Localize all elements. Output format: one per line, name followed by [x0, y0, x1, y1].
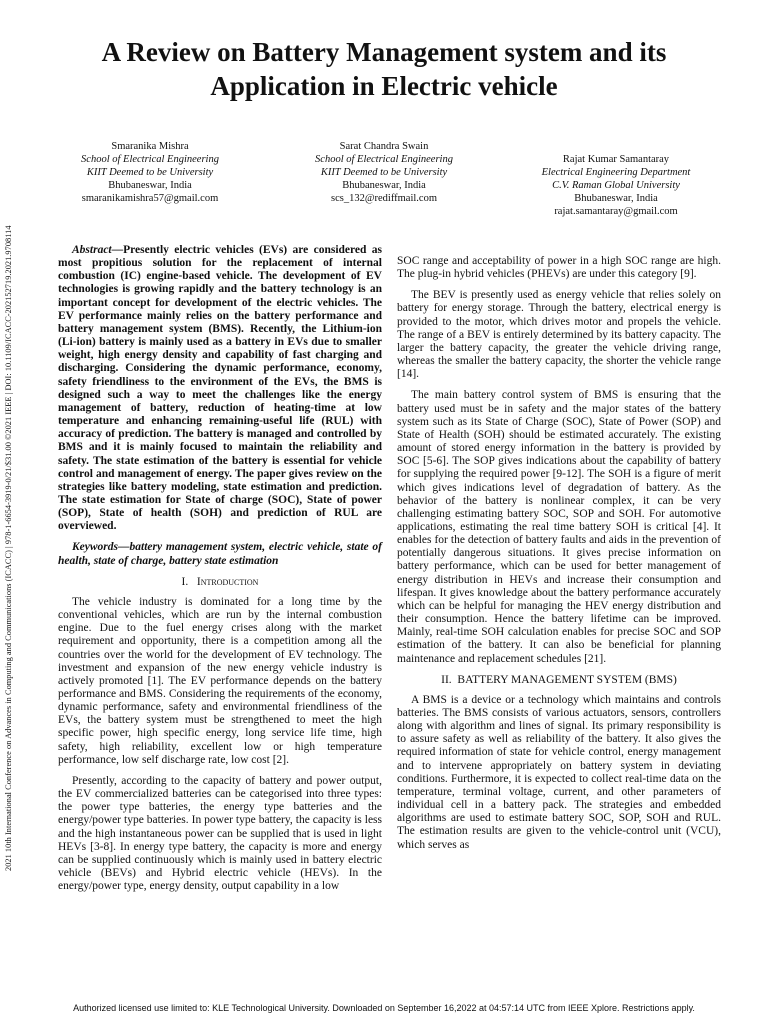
- author-institution: KIIT Deemed to be University: [86, 167, 214, 178]
- author-block-2: [284, 140, 484, 205]
- section-2-title: BATTERY MANAGEMENT SYSTEM (BMS): [457, 673, 677, 686]
- right-paragraph-1: SOC range and acceptability of power in a high SOC range are high. The plug-in hybrid vehicles (PHEVs) are under this category [9].: [397, 255, 721, 281]
- author-department: School of Electrical Engineering: [315, 154, 453, 165]
- section-1-heading: [58, 576, 382, 589]
- author-department: School of Electrical Engineering: [81, 154, 219, 165]
- section-2-heading: [397, 674, 721, 687]
- section-1-number: I.: [181, 575, 189, 588]
- author-block-1: [50, 140, 250, 205]
- doi-sidebar-text: 2021 10th International Conference on Advances in Computing and Communications (ICACC) | 978-1-6654-3919-0/21/$31.00 ©2021 IEEE | DOI: 10.1109/ICACC-202152719.2021.9708114: [4, 225, 13, 871]
- keywords-text: —battery management system, electric vehicle, state of health, state of charge, battery state estimation: [58, 541, 382, 567]
- author-name: Sarat Chandra Swain: [339, 141, 429, 152]
- right-paragraph-3: The main battery control system of BMS is ensuring that the battery used must be in safety and the major states of the battery system such as its State of Charge (SOC), State of Power (SOP) and State of Health (SOH) should be estimated accurately. The existing amount of stored energy information in the battery is provided by SOC [5-6]. The SOP gives indications about the capability of battery for supplying the required power [9-12]. The SOH is a figure of merit which gives indications level of degradation of battery. As the behavior of the battery is nonlinear complex, it can be very challenging estimating battery SOC, SOP and SOH. For automotive applications, estimating the real time battery SOH is critical [4]. It enables for the detection of battery faults and aids in the prevention of potentially dangerous situations. It gives precise information on battery performance, which can be used for better management of energy distribution in HEVs and increase their consumption and lifespan. It gives knowledge about the battery performance accurately which can be helpful for managing the HEV energy distribution and their consumption. Hence the battery lifetime can be improved. Mainly, real-time SOH calculation enables for precise SOC and SOP estimation of the battery. It can also be beneficial for planning maintenance and replacement schedules [21].: [397, 389, 721, 665]
- author-institution: KIIT Deemed to be University: [320, 167, 448, 178]
- intro-paragraph-2: Presently, according to the capacity of battery and power output, the EV commercialized batteries can be categorised into three types: the power type batteries, the energy type batteries and the energy/power type batteries. In power type battery, the capacity is less and the high instantaneous power can be supplied that is used in light HEVs [3-8]. In energy type battery, the capacity is more and energy can be supplied continuously which is mainly used in battery electric vehicle (BEVs) and Hybrid electric vehicle (HEVs). In the energy/power type, energy density, output capability in a low: [58, 774, 382, 893]
- paper-title: [30, 35, 738, 103]
- author-institution: C.V. Raman Global University: [552, 180, 680, 191]
- abstract-text: —Presently electric vehicles (EVs) are considered as most propitious solution for the replacement of internal combustion (IC) engine-based vehicle. The development of EV technologies is growing rapidly and the battery technology is an important concept for development of the electric vehicles. The EV performance mainly relies on the battery performance and battery management system (BMS). Recently, the Lithium-ion (Li-ion) battery is mainly used as a battery in EVs due to smaller weight, high energy density and capability of fast charging and discharging. Considering the dynamic performance, economy, safety friendliness to the environment of the EVs, the BMS is designed such a way to meet the challenges like the energy management of battery, reduction of heating-time at low temperature and enhancing remaining-useful life (RUL) with accuracy of prediction. The battery is managed and controlled by BMS and it is mainly focused to maintain the reliability and safety. The state estimation of the battery is essential for vehicle control and management of energy. The paper gives review on the strategies like battery modeling, state estimation and prediction. The state estimation for State of charge (SOC), State of power (SOP), State of health (SOH) and prediction of RUL are overviewed.: [58, 244, 382, 533]
- keywords: [58, 541, 382, 567]
- abstract: [58, 244, 382, 533]
- author-name: Smaranika Mishra: [111, 141, 189, 152]
- section-2-number: II.: [441, 673, 452, 686]
- keywords-label: Keywords: [72, 541, 118, 554]
- right-column: [397, 255, 721, 860]
- author-email[interactable]: scs_132@rediffmail.com: [331, 193, 437, 204]
- left-column: [58, 244, 382, 901]
- author-department: Electrical Engineering Department: [541, 167, 691, 178]
- doi-sidebar: [2, 140, 18, 880]
- author-city: Bhubaneswar, India: [108, 180, 192, 191]
- author-name: Rajat Kumar Samantaray: [562, 154, 670, 165]
- section-1-title: Introduction: [196, 575, 259, 588]
- abstract-label: Abstract: [72, 244, 112, 256]
- author-email[interactable]: smaranikamishra57@gmail.com: [81, 193, 219, 204]
- right-paragraph-2: The BEV is presently used as energy vehicle that relies solely on battery for energy storage. Through the battery, electrical energy is provided to the motor, which drives motor and propels the vehicle. The range of a BEV is entirely determined by its battery capacity. The larger the battery capacity, the greater the vehicle driving range, whereas the smaller the battery capacity, the shorter the vehicle range [14].: [397, 289, 721, 381]
- bms-paragraph-1: A BMS is a device or a technology which maintains and controls batteries. The BMS consists of various actuators, sensors, controllers along with algorithm and lines of signal. Its primary responsibility is to assure safety as well as reliability of the battery. It also gives the required information of state for vehicle control, energy management and to intervene appropriately on battery system in deviating conditions. Furthermore, it is expected to collect real-time data on the temperature, terminal voltage, current, and other parameters of individual cell in a battery pack. The strategies and embedded algorithms are used to estimate battery SOC, SOP, SOH and RUL. The estimation results are given to the vehicle-control unit (VCU), which serves as: [397, 693, 721, 851]
- author-city: Bhubaneswar, India: [574, 193, 658, 204]
- author-city: Bhubaneswar, India: [342, 180, 426, 191]
- intro-paragraph-1: The vehicle industry is dominated for a long time by the conventional vehicles, which are run by the internal combustion engine. Due to the fuel energy crises along with the market requirement and opportunity, there is a competition among all the countries over the world for the development of EV technology. The investment and expansion of the new energy vehicle industry is actively promoted [1]. The EV performance depends on the battery performance and BMS. Considering the requirements of the economy, dynamic performance, safety and environmental friendliness of the EVs, the battery system must be strengthened to meet the high specific power, high specific energy, long service life time, high safety, high reliability, excellent low or high temperature performance, low self discharge rate, low cost [2].: [58, 595, 382, 766]
- author-email[interactable]: rajat.samantaray@gmail.com: [554, 206, 678, 217]
- title-line-1: A Review on Battery Management system and its: [101, 37, 667, 67]
- author-block-3: [516, 153, 716, 218]
- title-line-2: Application in Electric vehicle: [210, 71, 558, 101]
- license-footer: Authorized licensed use limited to: KLE Technological University. Downloaded on September 16,2022 at 04:57:14 UTC from IEEE Xplore. Restrictions apply.: [73, 1003, 695, 1013]
